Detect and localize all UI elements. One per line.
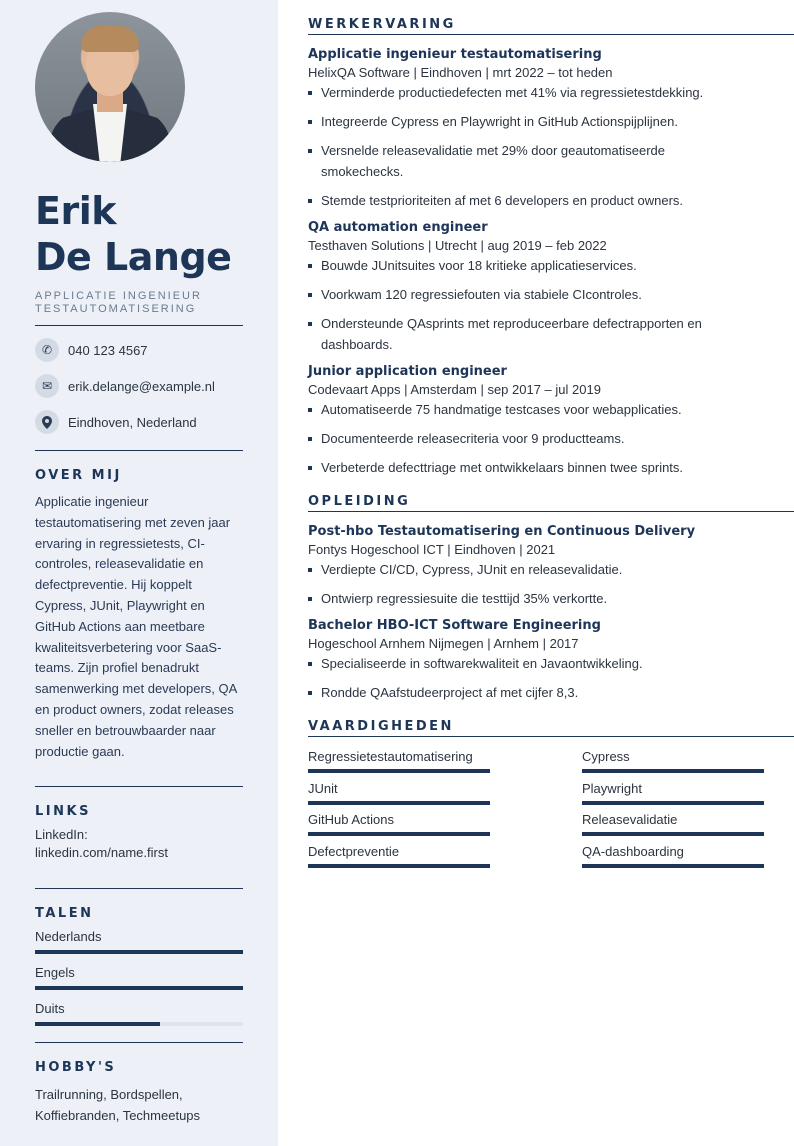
job-bullets bbox=[308, 82, 794, 211]
contact-email[interactable] bbox=[35, 374, 243, 398]
education-entry bbox=[308, 617, 794, 703]
main-content bbox=[308, 16, 794, 874]
divider bbox=[308, 736, 794, 737]
skills-title: VAARDIGHEDEN bbox=[308, 719, 454, 734]
education-entry bbox=[308, 523, 794, 609]
experience-title: WERKERVARING bbox=[308, 17, 456, 32]
skill-item bbox=[308, 811, 582, 843]
language-level-bar bbox=[35, 950, 243, 954]
about-section bbox=[35, 450, 243, 762]
skill-bar bbox=[308, 864, 490, 868]
language-level-track bbox=[35, 1022, 243, 1026]
email-text[interactable]: erik.delange@example.nl bbox=[68, 378, 215, 394]
bullet-item: Stemde testprioriteiten af met 6 developers en product owners. bbox=[308, 190, 708, 211]
bullet-item: Voorkwam 120 regressiefouten via stabiele CIcontroles. bbox=[308, 284, 708, 305]
links-content bbox=[35, 826, 243, 862]
bullet-item: Verminderde productiedefecten met 41% via regressietestdekking. bbox=[308, 82, 708, 103]
hobbies-section bbox=[35, 1042, 243, 1126]
education-bullets bbox=[308, 653, 794, 703]
divider bbox=[35, 325, 243, 326]
languages-title: TALEN bbox=[35, 906, 94, 922]
job-entry bbox=[308, 46, 794, 211]
education-bullets bbox=[308, 559, 794, 609]
bullet-item: Specialiseerde in softwarekwaliteit en Javaontwikkeling. bbox=[308, 653, 708, 674]
about-text: Applicatie ingenieur testautomatisering met zeven jaar ervaring in regressietests, CI-controles, releasevalidatie en defectpreventie. Hij koppelt Cypress, JUnit, Playwright en GitHub Actions aan meetbare kwaliteitsverbetering voor SaaS-teams. Zijn profiel benadrukt samenwerking met developers, QA en product owners, zodat releases sneller en betrouwbaarder naar productie gaan. bbox=[35, 494, 237, 759]
education-title-text: Post-hbo Testautomatisering en Continuous Delivery bbox=[308, 524, 696, 539]
language-item bbox=[35, 928, 243, 954]
language-name: Engels bbox=[35, 965, 75, 981]
skill-bar bbox=[582, 864, 764, 868]
contact-list bbox=[35, 338, 243, 434]
bullet-item: Documenteerde releasecriteria voor 9 productteams. bbox=[308, 428, 708, 449]
skill-item bbox=[582, 780, 764, 812]
education-meta: Fontys Hogeschool ICT | Eindhoven | 2021 bbox=[308, 542, 556, 557]
job-title: Applicatie ingenieur testautomatisering bbox=[308, 47, 602, 62]
skill-item bbox=[582, 843, 764, 875]
hobbies-text: Trailrunning, Bordspellen, Koffiebranden, Techmeetups bbox=[35, 1087, 201, 1124]
skill-bar bbox=[308, 801, 490, 805]
bullet-item: Verdiepte CI/CD, Cypress, JUnit en releasevalidatie. bbox=[308, 559, 708, 580]
location-pin-icon bbox=[35, 410, 59, 434]
languages-section bbox=[35, 888, 243, 1026]
skill-name: QA-dashboarding bbox=[582, 843, 684, 859]
experience-section bbox=[308, 16, 794, 478]
skill-name: Defectpreventie bbox=[308, 843, 400, 859]
education-meta: Hogeschool Arnhem Nijmegen | Arnhem | 2017 bbox=[308, 636, 579, 651]
skill-item bbox=[582, 748, 764, 780]
bullet-item: Automatiseerde 75 handmatige testcases voor webapplicaties. bbox=[308, 399, 708, 420]
location-text: Eindhoven, Nederland bbox=[68, 414, 197, 430]
mail-icon: ✉ bbox=[35, 374, 59, 398]
contact-phone bbox=[35, 338, 243, 362]
skill-bar bbox=[308, 832, 490, 836]
skill-name: JUnit bbox=[308, 780, 338, 796]
language-level-track bbox=[35, 986, 243, 990]
divider bbox=[35, 786, 243, 787]
language-item bbox=[35, 1000, 243, 1026]
bullet-item: Ondersteunde QAsprints met reproduceerbare defectrapporten en dashboards. bbox=[308, 313, 708, 355]
linkedin-link[interactable]: linkedin.com/name.first bbox=[35, 845, 168, 861]
language-level-bar bbox=[35, 986, 243, 990]
skill-name: Playwright bbox=[582, 780, 642, 796]
skills-grid bbox=[308, 748, 794, 874]
skill-bar bbox=[582, 832, 764, 836]
divider bbox=[308, 511, 794, 512]
job-title: Junior application engineer bbox=[308, 364, 507, 379]
bullet-item: Ontwierp regressiesuite die testtijd 35% verkortte. bbox=[308, 588, 708, 609]
language-level-track bbox=[35, 950, 243, 954]
language-name: Duits bbox=[35, 1001, 65, 1017]
about-title: OVER MIJ bbox=[35, 468, 122, 483]
job-bullets bbox=[308, 255, 794, 355]
profile-photo bbox=[35, 12, 185, 162]
skill-item bbox=[308, 748, 582, 780]
bullet-item: Verbeterde defecttriage met ontwikkelaars binnen twee sprints. bbox=[308, 457, 708, 478]
divider bbox=[35, 450, 243, 451]
skill-bar bbox=[582, 801, 764, 805]
language-name: Nederlands bbox=[35, 929, 102, 945]
job-meta: HelixQA Software | Eindhoven | mrt 2022 – tot heden bbox=[308, 65, 613, 80]
bullet-item: Bouwde JUnitsuites voor 18 kritieke applicatieservices. bbox=[308, 255, 708, 276]
skill-name: Releasevalidatie bbox=[582, 812, 678, 827]
job-entry bbox=[308, 219, 794, 355]
divider bbox=[35, 888, 243, 889]
skill-name: GitHub Actions bbox=[308, 812, 394, 827]
skills-section bbox=[308, 718, 794, 874]
bullet-item: Rondde QAafstudeerproject af met cijfer 8,3. bbox=[308, 682, 708, 703]
sidebar bbox=[0, 0, 278, 1146]
education-title: OPLEIDING bbox=[308, 494, 411, 509]
education-section bbox=[308, 493, 794, 703]
full-name bbox=[35, 188, 243, 280]
skill-bar bbox=[308, 769, 490, 773]
divider bbox=[308, 34, 794, 35]
last-name: De Lange bbox=[35, 235, 232, 279]
skill-bar bbox=[582, 769, 764, 773]
job-title: QA automation engineer bbox=[308, 220, 488, 235]
contact-location bbox=[35, 410, 243, 434]
job-role: APPLICATIE INGENIEUR TESTAUTOMATISERING bbox=[35, 290, 202, 315]
links-title: LINKS bbox=[35, 804, 91, 820]
hobbies-title: HOBBY'S bbox=[35, 1060, 117, 1076]
language-item bbox=[35, 964, 243, 990]
links-section bbox=[35, 786, 243, 862]
job-bullets bbox=[308, 399, 794, 478]
job-meta: Codevaart Apps | Amsterdam | sep 2017 – jul 2019 bbox=[308, 382, 601, 397]
language-list bbox=[35, 928, 243, 1026]
first-name: Erik bbox=[35, 189, 116, 233]
skill-item bbox=[308, 843, 582, 875]
phone-icon: ✆ bbox=[35, 338, 59, 362]
phone-text: 040 123 4567 bbox=[68, 342, 148, 358]
language-level-bar bbox=[35, 1022, 160, 1026]
education-title-text: Bachelor HBO-ICT Software Engineering bbox=[308, 618, 601, 633]
linkedin-label: LinkedIn: bbox=[35, 827, 88, 843]
divider bbox=[35, 1042, 243, 1043]
job-meta: Testhaven Solutions | Utrecht | aug 2019 – feb 2022 bbox=[308, 238, 607, 253]
bullet-item: Versnelde releasevalidatie met 29% door geautomatiseerde smokechecks. bbox=[308, 140, 708, 182]
skill-name: Cypress bbox=[582, 749, 630, 764]
skill-item bbox=[582, 811, 764, 843]
skill-name: Regressietestautomatisering bbox=[308, 749, 473, 764]
bullet-item: Integreerde Cypress en Playwright in GitHub Actionspijplijnen. bbox=[308, 111, 708, 132]
skill-item bbox=[308, 780, 582, 812]
job-entry bbox=[308, 363, 794, 478]
